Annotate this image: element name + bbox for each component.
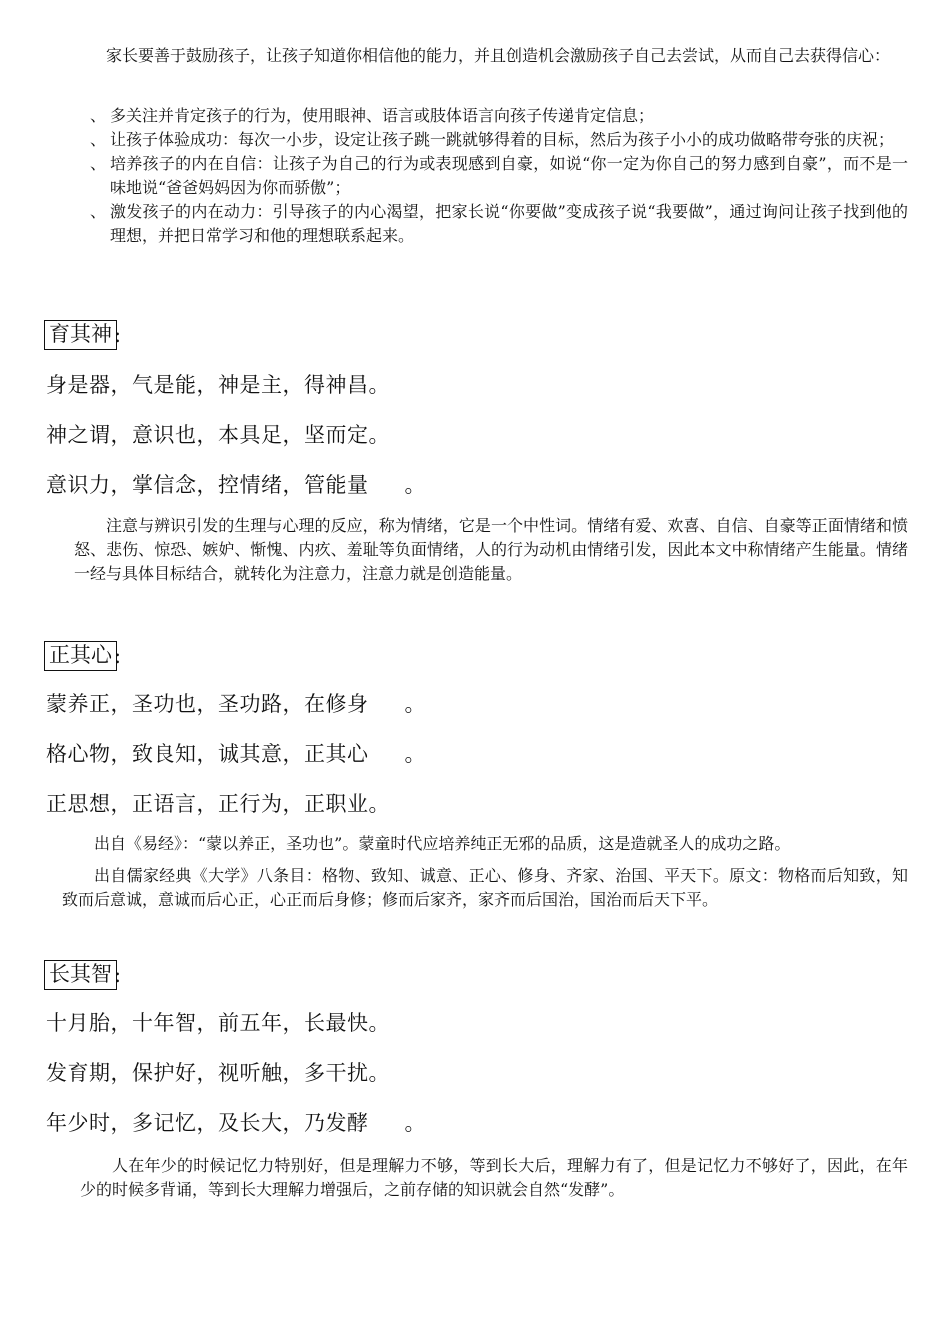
list-bullet: 、 — [90, 154, 107, 173]
section-heading-zhang-qi-zhi: 长其智 — [44, 960, 117, 990]
verse-end-mark: 。 — [404, 1111, 426, 1135]
tips-list — [90, 104, 908, 248]
verse-text: 意识力，掌信念，控情绪，管能量 — [46, 473, 369, 497]
verse-line — [46, 471, 426, 499]
note-emotion — [74, 514, 908, 586]
verse-end-mark: 。 — [404, 742, 426, 766]
verse-end-mark: 。 — [404, 692, 426, 716]
note-daxue — [62, 864, 908, 912]
list-item-text: 培养孩子的内在自信：让孩子为自己的行为或表现感到自豪，如说“你一定为你自己的努力感到自豪”，而不是一味地说“爸爸妈妈因为你而骄傲”； — [110, 154, 908, 197]
verse-text: 格心物，致良知，诚其意，正其心 — [46, 742, 369, 766]
note-paragraph: 出自《易经》：“蒙以养正，圣功也”。蒙童时代应培养纯正无邪的品质，这是造就圣人的成功之路。 — [94, 834, 791, 853]
intro-block — [74, 44, 908, 68]
verse-line: 正思想，正语言，正行为，正职业。 — [46, 792, 390, 816]
note-yijing — [62, 832, 908, 856]
list-item — [90, 152, 908, 200]
verse-line — [46, 690, 426, 718]
list-item-text: 让孩子体验成功：每次一小步，设定让孩子跳一跳就够得着的目标，然后为孩子小小的成功做略带夸张的庆祝； — [110, 130, 895, 149]
note-paragraph: 注意与辨识引发的生理与心理的反应，称为情绪，它是一个中性词。情绪有爱、欢喜、自信、自豪等正面情绪和愤怒、悲伤、惊恐、嫉妒、惭愧、内疚、羞耻等负面情绪，人的行为动机由情绪引发，因此本文中称情绪产生能量。情绪一经与具体目标结合，就转化为注意力，注意力就是创造能量。 — [74, 516, 908, 583]
note-memory — [80, 1154, 908, 1202]
verse-line — [46, 740, 426, 768]
verse-line: 身是器，气是能，神是主，得神昌。 — [46, 373, 390, 397]
list-bullet: 、 — [90, 202, 107, 221]
heading-colon: : — [114, 323, 122, 347]
verse-line: 神之谓，意识也，本具足，坚而定。 — [46, 423, 390, 447]
list-item-text: 多关注并肯定孩子的行为，使用眼神、语言或肢体语言向孩子传递肯定信息； — [110, 106, 655, 125]
section-heading-yu-qi-shen: 育其神 — [44, 320, 117, 350]
note-paragraph: 出自儒家经典《大学》八条目：格物、致知、诚意、正心、修身、齐家、治国、平天下。原文：物格而后知致，知致而后意诚，意诚而后心正，心正而后身修；修而后家齐，家齐而后国治，国治而后天下平。 — [62, 866, 908, 909]
verse-text: 年少时，多记忆，及长大，乃发酵 — [46, 1111, 369, 1135]
list-item-text: 激发孩子的内在动力：引导孩子的内心渴望，把家长说“你要做”变成孩子说“我要做”，通过询问让孩子找到他的理想，并把日常学习和他的理想联系起来。 — [110, 202, 908, 245]
section-heading-zheng-qi-xin: 正其心 — [44, 641, 117, 671]
list-bullet: 、 — [90, 130, 107, 149]
verse-line: 十月胎，十年智，前五年，长最快。 — [46, 1011, 390, 1035]
note-paragraph: 人在年少的时候记忆力特别好，但是理解力不够，等到长大后，理解力有了，但是记忆力不够好了，因此，在年少的时候多背诵，等到长大理解力增强后，之前存储的知识就会自然“发酵”。 — [80, 1156, 908, 1199]
list-item — [90, 200, 908, 248]
list-item — [90, 104, 908, 128]
intro-paragraph: 家长要善于鼓励孩子，让孩子知道你相信他的能力，并且创造机会激励孩子自己去尝试，从而自己去获得信心： — [106, 46, 891, 65]
verse-text: 蒙养正，圣功也，圣功路，在修身 — [46, 692, 369, 716]
list-item — [90, 128, 908, 152]
list-bullet: 、 — [90, 106, 107, 125]
verse-line — [46, 1109, 426, 1137]
heading-colon: : — [114, 644, 122, 668]
verse-end-mark: 。 — [404, 473, 426, 497]
verse-line: 发育期，保护好，视听触，多干扰。 — [46, 1061, 390, 1085]
heading-colon: : — [114, 963, 122, 987]
